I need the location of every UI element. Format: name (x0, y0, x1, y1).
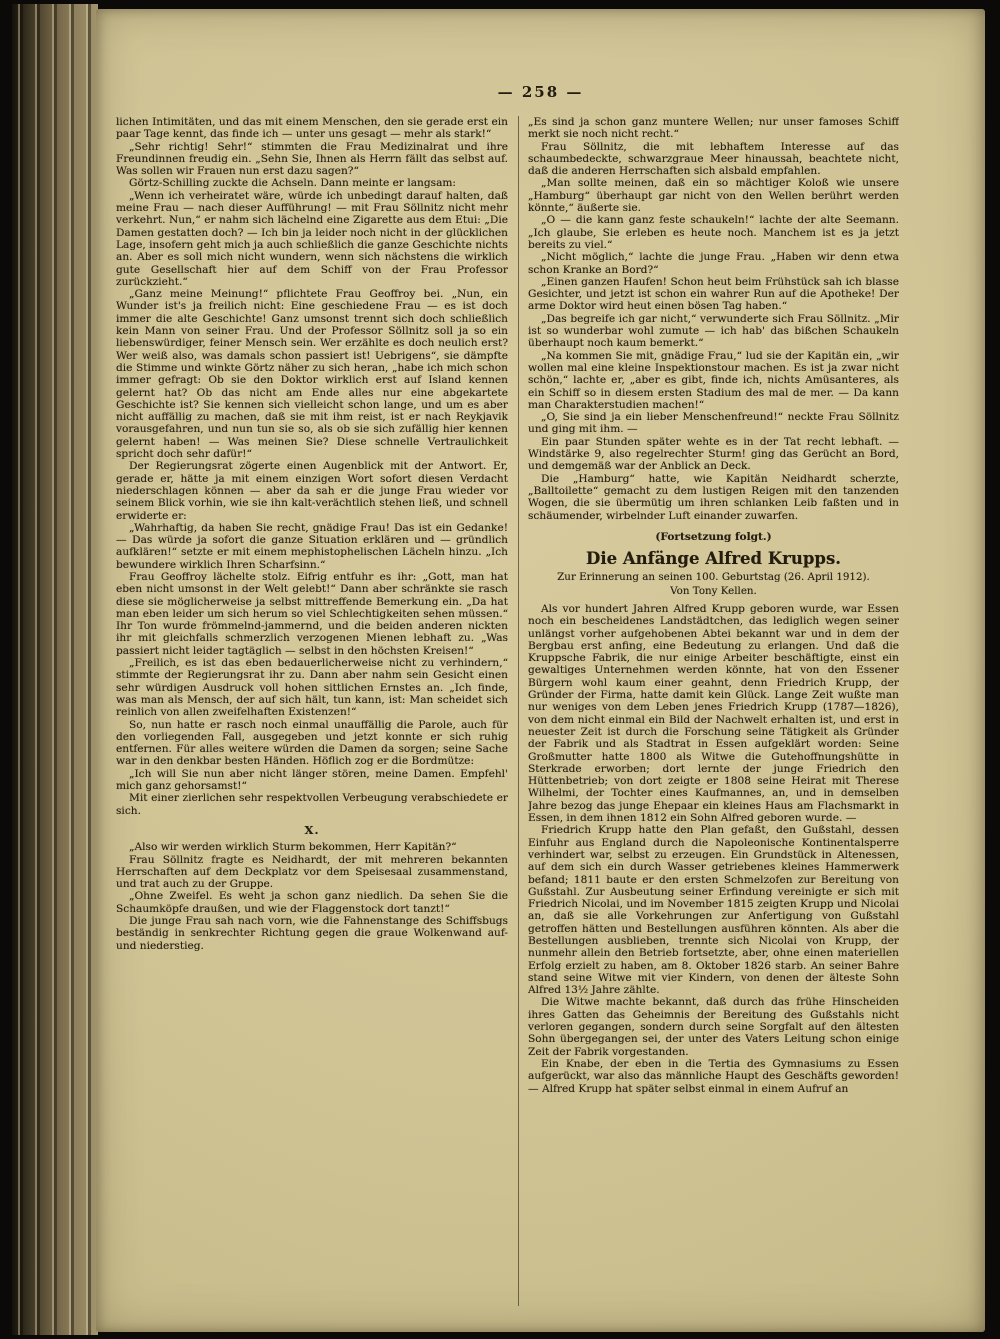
paragraph: Die junge Frau sah nach vorn, wie die Fahnenstange des Schiffsbugs beständig in senkrechter Richtung gegen die graue Wolkenwand auf- und niederstieg. (116, 915, 508, 952)
article-subtitle: Zur Erinnerung an seinen 100. Geburtstag (26. April 1912). (557, 571, 870, 584)
paragraph: „Ohne Zweifel. Es weht ja schon ganz niedlich. Da sehen Sie die Schaumköpfe draußen, und wie der Flaggenstock dort tanzt!“ (116, 890, 508, 915)
left-column (116, 116, 508, 1306)
paragraph: „Sehr richtig! Sehr!“ stimmten die Frau Medizinalrat und ihre Freundinnen freudig ein. „Sehn Sie, Ihnen als Herrn fällt das selbst auf. Was sollen wir Frauen nun erst dazu sagen?“ (116, 140, 508, 178)
paragraph: „Ganz meine Meinung!“ pflichtete Frau Geoffroy bei. „Nun, ein Wunder ist's ja freilich nicht: Eine geschiedene Frau — es ist doch immer die alte Geschichte! Ganz umsonst trennt sich doch schließlich kein Mann von seiner Frau. Und der Professor Söllnitz soll ja so ein liebenswürdiger, feiner Mensch sein. Wer erzählte es doch neulich erst? Wer weiß also, was damals schon passiert ist! Uebrigens“, sie dämpfte die Stimme und winkte Görtz näher zu sich heran, „habe ich mich schon immer gefragt: Ob sie den Doktor wirklich erst auf Island kennen gelernt hat? Ob das nicht am Ende alles nur eine abgekartete Geschichte ist? Sie kennen sich vielleicht schon lange, und um es aber nicht auffällig zu machen, daß sie mit ihm reist, ist er nach Reykjavik vorausgefahren, und nun tun sie so, als ob sie sich zufällig hier kennen gelernt haben! — Was meinen Sie? Diese schnelle Vertraulichkeit spricht doch sehr dafür!“ (116, 288, 508, 461)
paragraph: Frau Söllnitz, die mit lebhaftem Interesse auf das schaumbedeckte, schwarzgraue Meer hinaussah, beachtete nicht, daß die anderen Herrschaften sich alsbald empfahlen. (528, 140, 899, 178)
paragraph: Frau Söllnitz fragte es Neidhardt, der mit mehreren bekannten Herrschaften auf dem Deckplatz vor dem Speisesaal zusammenstand, und trat auch zu der Gruppe. (116, 853, 508, 891)
paragraph: Friedrich Krupp hatte den Plan gefaßt, den Gußstahl, dessen Einfuhr aus England durch die Napoleonische Kontinentalsperre verhindert war, selbst zu erzeugen. Ein Grundstück in Altenessen, auf dem sich ein durch Wasser getriebenes kleines Hammerwerk befand; 1811 baute er den ersten Schmelzofen zur Bereitung von Gußstahl. Zur Ausbeutung seiner Erfindung vereinigte er sich mit Friedrich Nicolai, und im November 1815 zeigten Krupp und Nicolai an, daß sie alle Vorkehrungen zur Anfertigung von Gußstahl getroffen hätten und Bestellungen ausführen könnten. Als aber die Bestellungen ausblieben, trennte sich Nicolai von Krupp, der nunmehr allein den Betrieb fortsetzte, aber, ohne einen materiellen Erfolg erzielt zu haben, am 8. Oktober 1826 starb. An seiner Bahre stand seine Witwe mit vier Kindern, von denen der älteste Sohn Alfred 13½ Jahre zählte. (528, 824, 899, 997)
paragraph: „Freilich, es ist das eben bedauerlicherweise nicht zu verhindern,“ stimmte der Regierungsrat ihr zu. Dann aber nahm sein Gesicht einen sehr würdigen Ausdruck voll hohen sittlichen Ernstes an. „Ich finde, was man als Mensch, der auf sich hält, tun kann, ist: Man scheidet sich reinlich von allen zweifelhaften Existenzen!“ (116, 657, 508, 719)
article-byline: Von Tony Kellen. (670, 584, 757, 597)
paragraph: Die Witwe machte bekannt, daß durch das frühe Hinscheiden ihres Gatten das Geheimnis der Bereitung des Gußstahls nicht verloren gegangen, sondern durch seine Sorgfalt auf den ältesten Sohn übergegangen sei, der unter des Vaters Leitung schon einige Zeit der Fabrik vorgestanden. (528, 996, 899, 1058)
paragraph: „O, Sie sind ja ein lieber Menschenfreund!“ neckte Frau Söllnitz und ging mit ihm. — (528, 411, 899, 436)
text-columns (96, 101, 985, 1332)
article-body (528, 603, 899, 1095)
newspaper-page (96, 9, 985, 1332)
paragraph: „Wenn ich verheiratet wäre, würde ich unbedingt darauf halten, daß meine Frau — nach dieser Aufführung! — mit Frau Söllnitz nicht mehr verkehrt. Nun,“ er nahm sich lächelnd eine Zigarette aus dem Etui: „Die Damen gestatten doch? — Ich bin ja leider noch nicht in der glücklichen Lage, insofern geht mich ja auch schließlich die ganze Geschichte nichts an. Aber es soll mich nicht wundern, wenn sich nächstens die wirklich gute Gesellschaft hier auf dem Schiff von der Frau Professor zurückzieht.“ (116, 189, 508, 288)
paragraph: „Das begreife ich gar nicht,“ verwunderte sich Frau Söllnitz. „Mir ist so wunderbar wohl zumute — ich hab' das bißchen Schaukeln überhaupt noch kaum bemerkt.“ (528, 312, 899, 350)
continuation-note: (Fortsetzung folgt.) (655, 530, 772, 543)
article-title: Die Anfänge Alfred Krupps. (586, 549, 841, 569)
paragraph: Mit einer zierlichen sehr respektvollen Verbeugung verabschiedete er sich. (116, 792, 508, 817)
column-divider (518, 116, 519, 1306)
paragraph: Ein paar Stunden später wehte es in der Tat recht lebhaft. — Windstärke 9, also regelrechter Sturm! ging das Gerücht an Bord, und demgemäß war der Anblick an Deck. (528, 435, 899, 473)
paragraph: lichen Intimitäten, und das mit einem Menschen, den sie gerade erst ein paar Tage kennt, das finde ich — unter uns gesagt — mehr als stark!“ (116, 116, 508, 141)
chapter-heading: X. (304, 822, 320, 837)
paragraph: „Wahrhaftig, da haben Sie recht, gnädige Frau! Das ist ein Gedanke! — Das würde ja sofort die ganze Situation erklären und — gründlich aufklären!“ setzte er mit einem mephistophelischen Lächeln hinzu. „Ich bewundere wirklich Ihren Scharfsinn.“ (116, 521, 508, 571)
right-column (528, 116, 899, 1306)
book-page-edges (12, 4, 98, 1335)
paragraph: „Es sind ja schon ganz muntere Wellen; nur unser famoses Schiff merkt sie noch nicht recht.“ (528, 116, 899, 141)
paragraph: Frau Geoffroy lächelte stolz. Eifrig entfuhr es ihr: „Gott, man hat eben nicht umsonst in der Welt gelebt!“ Dann aber schränkte sie rasch diese sie möglicherweise ja selbst mittreffende Bemerkung ein. „Da hat man eben leider um sich herum so viel Schlechtigkeiten sehen müssen.“ Ihr Ton wurde frömmelnd-jammernd, und die beiden anderen nickten ihr mit gleichfalls schmerzlich verzogenen Mienen lebhaft zu. „Was passiert nicht leider tagtäglich — selbst in den höchsten Kreisen!“ (116, 570, 508, 657)
paragraph: Die „Hamburg“ hatte, wie Kapitän Neidhardt scherzte, „Balltoilette“ gemacht zu dem lustigen Reigen mit den tanzenden Wogen, die sie übermütig um ihren schlanken Leib faßten und in schäumender, wirbelnder Luft einander zuwarfen. (528, 472, 899, 522)
paragraph: „Na kommen Sie mit, gnädige Frau,“ lud sie der Kapitän ein, „wir wollen mal eine kleine Inspektionstour machen. Es ist ja zwar nicht schön,“ lachte er, „aber es gibt, finde ich, nichts Amüsanteres, als ein Schiff so in diesem ersten Stadium des mal de mer. — Da kann man Charakterstudien machen!“ (528, 349, 899, 411)
paragraph: „Also wir werden wirklich Sturm bekommen, Herr Kapitän?“ (129, 841, 457, 854)
paragraph: Görtz-Schilling zuckte die Achseln. Dann meinte er langsam: (129, 177, 456, 190)
paragraph: „Einen ganzen Haufen! Schon heut beim Frühstück sah ich blasse Gesichter, und jetzt ist schon ein wahrer Run auf die Apotheke! Der arme Doktor wird heut einen bösen Tag haben.“ (528, 275, 899, 313)
paragraph: Als vor hundert Jahren Alfred Krupp geboren wurde, war Essen noch ein bescheidenes Landstädtchen, das lediglich wegen seiner unlängst vorher aufgehobenen Abtei bekannt war und in dem der Bergbau erst anfing, eine Bedeutung zu erlangen. Und daß die Kruppsche Fabrik, die nur einige Arbeiter beschäftigte, einst ein gewaltiges Unternehmen werden könnte, hat von den Essener Bürgern wohl kaum einer geahnt, denn Friedrich Krupp, der Gründer der Firma, hatte damit kein Glück. Lange Zeit wußte man nur weniges von dem Leben jenes Friedrich Krupp (1787—1826), von dem nicht einmal ein Bild der Nachwelt erhalten ist, und erst in neuester Zeit ist durch die Forschung seine Tätigkeit als Gründer der Fabrik und als Stadtrat in Essen aufgeklärt worden: Seine Großmutter hatte 1800 als Witwe die Gutehoffnungshütte in Sterkrade erworben; dort lernte der junge Friedrich den Hüttenbetrieb; von dort zeigte er 1808 seine Heirat mit Therese Wilhelmi, der Tochter eines Kaufmannes, an, und in demselben Jahre bezog das junge Ehepaar ein kleines Haus am Flachsmarkt in Essen, in dem ihnen 1812 ein Sohn Alfred geboren wurde. — (528, 602, 899, 825)
story-continuation (528, 116, 899, 543)
paragraph: Ein Knabe, der eben in die Tertia des Gymnasiums zu Essen aufgerückt, war also das männliche Haupt des Geschäfts geworden! — Alfred Krupp hat später selbst einmal in einem Aufruf an (528, 1057, 899, 1095)
paragraph: So, nun hatte er rasch noch einmal unauffällig die Parole, auch für den vorliegenden Fall, ausgegeben und jetzt konnte er sich ruhig entfernen. Für alles weitere würden die Damen da sorgen; seine Sache war in den denkbar besten Händen. Höflich zog er die Bordmütze: (116, 718, 508, 768)
paragraph: „Man sollte meinen, daß ein so mächtiger Koloß wie unsere „Hamburg“ überhaupt gar nicht von den Wellen berührt werden könnte,“ äußerte sie. (528, 177, 899, 215)
paragraph: „Ich will Sie nun aber nicht länger stören, meine Damen. Empfehl' mich ganz gehorsamst!“ (116, 767, 508, 793)
paragraph: „Nicht möglich,“ lachte die junge Frau. „Haben wir denn etwa schon Kranke an Bord?“ (528, 251, 899, 276)
page-number: — 258 — (497, 83, 584, 101)
paragraph: „O — die kann ganz feste schaukeln!“ lachte der alte Seemann. „Ich glaube, Sie erleben es heute noch. Manchem ist es ja jetzt bereits zu viel.“ (528, 214, 899, 251)
paragraph: Der Regierungsrat zögerte einen Augenblick mit der Antwort. Er, gerade er, hätte ja mit einem einzigen Wort sofort diesen Verdacht niederschlagen können — aber da sah er die junge Frau wieder vor seinem Blick vorhin, wie sie ihn kalt-verächtlich stehen ließ, und schnell erwiderte er: (116, 460, 508, 522)
